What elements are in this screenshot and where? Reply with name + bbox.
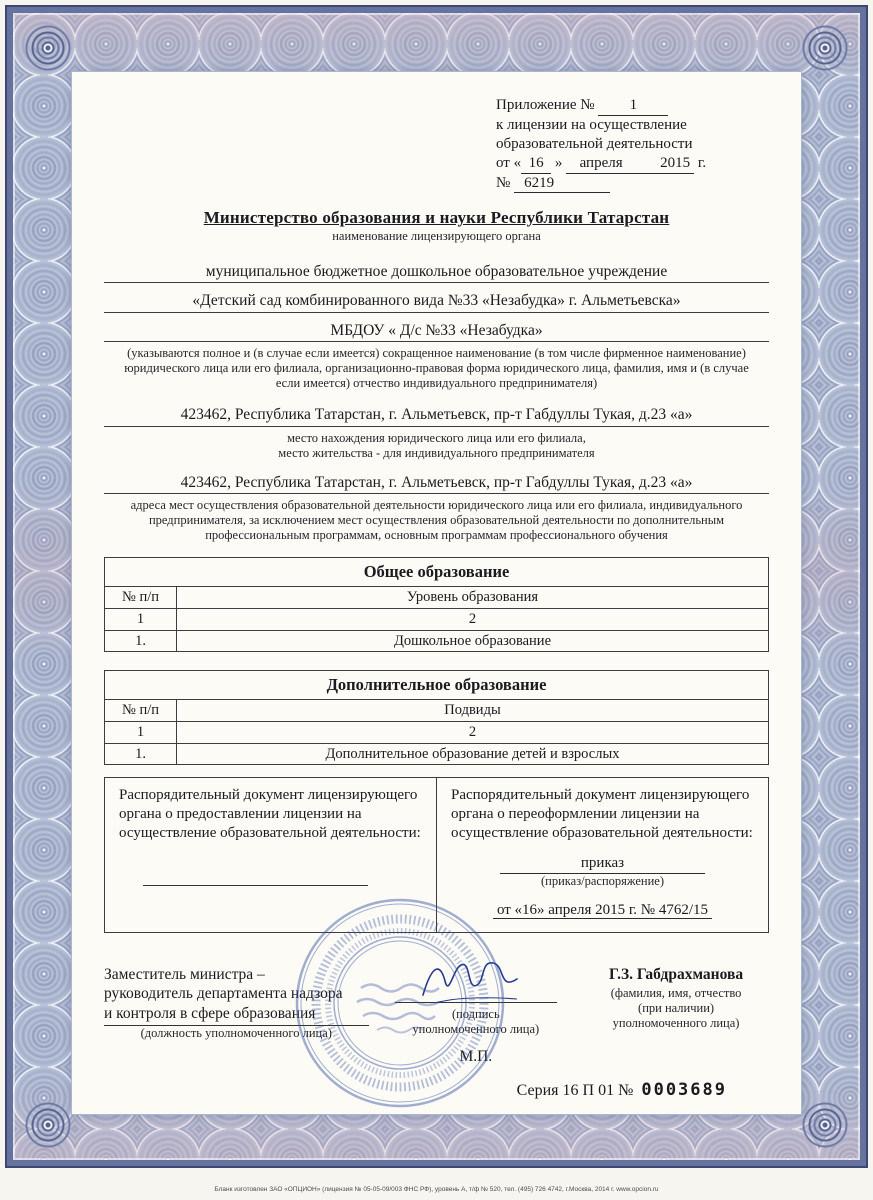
organization-full-name: муниципальное бюджетное дошкольное образовательное учреждение [104,262,769,284]
additional-education-table [104,670,769,765]
license-line-2: образовательной деятельности [496,135,693,152]
series-prefix: Серия 16 П 01 № [516,1082,634,1100]
col-header-num: № п/п [105,586,177,608]
order-kind-value: приказ [500,854,705,874]
name-caption-1: (фамилия, имя, отчество [610,986,742,1001]
printer-microtext: Бланк изготовлен ЗАО «ОПЦИОН» (лицензия № 05-05-09/003 ФНС РФ), уровень А, т/ф № 520, тел. (495) 726 4742, г.Москва, 2014 г. www.opcion.ru [214,1186,659,1193]
signer-name: Г.З. Габдрахманова [608,965,744,983]
table-title-row [105,671,769,699]
position-line-1: Заместитель министра – [104,965,265,983]
license-number: 6219 [514,174,610,194]
corner-rosette [791,14,859,82]
organization-quoted-name: «Детский сад комбинированного вида №33 «Незабудка» г. Альметьевска» [104,291,769,313]
index-cell-1: 1 [105,608,177,630]
stamp-place-abbr: М.П. [459,1047,493,1065]
appendix-number-line [496,96,769,116]
col-header-level: Уровень образования [177,586,769,608]
additional-table-title: Дополнительное образование [105,671,769,699]
index-cell-2: 2 [177,721,769,743]
date-close-quote: » [554,154,563,171]
table-row [105,743,769,765]
number-label: № [496,174,511,191]
signature-caption-2: уполномоченного лица) [412,1021,540,1036]
row-value-cell: Дошкольное образование [177,630,769,652]
signature-block [104,965,769,1067]
table-header-row [105,586,769,608]
series-line [104,1080,769,1101]
activity-address: 423462, Республика Татарстан, г. Альметьевск, пр-т Габдуллы Тукая, д.23 «а» [104,473,769,495]
general-table-title: Общее образование [105,558,769,586]
license-number-line [496,174,769,194]
table-index-row [105,608,769,630]
position-caption: (должность уполномоченного лица) [140,1026,332,1041]
order-kind-line [451,854,754,874]
legal-address-caption-2: место жительства - для индивидуального предпринимателя [278,445,595,460]
row-value-cell: Дополнительное образование детей и взрослых [177,743,769,765]
col-header-num: № п/п [105,699,177,721]
signature-caption-1: (подпись [451,1006,500,1021]
signer-name-block [583,965,769,1067]
table-header-row [105,699,769,721]
row-num-cell: 1. [105,630,177,652]
license-date-line [496,154,769,174]
order-date-value: от «16» апреля 2015 г. № 4762/15 [493,902,712,919]
appendix-label: Приложение № [496,97,595,113]
signer-position [104,965,369,1067]
table-index-row [105,721,769,743]
handwritten-signature [413,949,543,1011]
row-num-cell: 1. [105,743,177,765]
index-cell-1: 1 [105,721,177,743]
legal-address: 423462, Республика Татарстан, г. Альметьевск, пр-т Габдуллы Тукая, д.23 «а» [104,405,769,427]
order-date-line [451,901,754,920]
orders-section [104,777,769,932]
grant-order-cell [105,778,436,931]
position-line-2: руководитель департамента надзора [104,985,343,1003]
date-month: апреля [566,154,636,174]
appendix-number: 1 [598,96,668,116]
date-prefix: от « [496,154,522,171]
corner-rosette [791,1091,859,1159]
name-caption-2: (при наличии) [638,1001,715,1016]
signature-area [395,965,558,1067]
table-row [105,630,769,652]
organization-note: (указываются полное и (в случае если имеется) сокращенное наименование (в том числе фирменное наименование) юридического лица или его филиала, организационно-правовая форма юридического лица, фамилия, имя и (в случае если имеется) отчество индивидуального предпринимателя) [124,346,749,391]
serial-number: 0003689 [641,1080,727,1101]
document-paper [72,72,801,1114]
position-line-3: и контроля в сфере образования [104,1004,369,1026]
name-caption-3: уполномоченного лица) [612,1016,740,1031]
date-day: 16 [521,154,551,174]
license-line-1: к лицензии на осуществление [496,116,687,133]
date-year: 2015 [636,154,694,174]
date-suffix: г. [697,154,707,171]
reissue-order-cell [436,778,768,931]
legal-address-caption-1: место нахождения юридического лица или его филиала, [287,430,586,445]
order-kind-caption: (приказ/распоряжение) [540,873,665,888]
table-title-row [105,558,769,586]
appendix-header [496,96,769,193]
blank-underline [143,872,368,886]
grant-order-text: Распорядительный документ лицензирующего органа о предоставлении лицензии на осуществление образовательной деятельности: [119,787,421,842]
general-education-table [104,557,769,652]
licensing-authority-name: Министерство образования и науки Республики Татарстан [203,208,670,228]
col-header-kinds: Подвиды [177,699,769,721]
signature-line [395,965,558,1003]
licensing-authority-caption: наименование лицензирующего органа [332,228,541,243]
index-cell-2: 2 [177,608,769,630]
reissue-order-text: Распорядительный документ лицензирующего органа о переоформлении лицензии на осуществление образовательной деятельности: [451,787,753,842]
activity-address-caption: адреса мест осуществления образовательной деятельности юридического лица или его филиала, индивидуального предпринимателя, за исключением мест осуществления образовательной деятельности по дополнительным профессиональным программам, основным программам профессионального обучения [130,498,743,543]
organization-short-name: МБДОУ « Д/с №33 «Незабудка» [104,321,769,343]
